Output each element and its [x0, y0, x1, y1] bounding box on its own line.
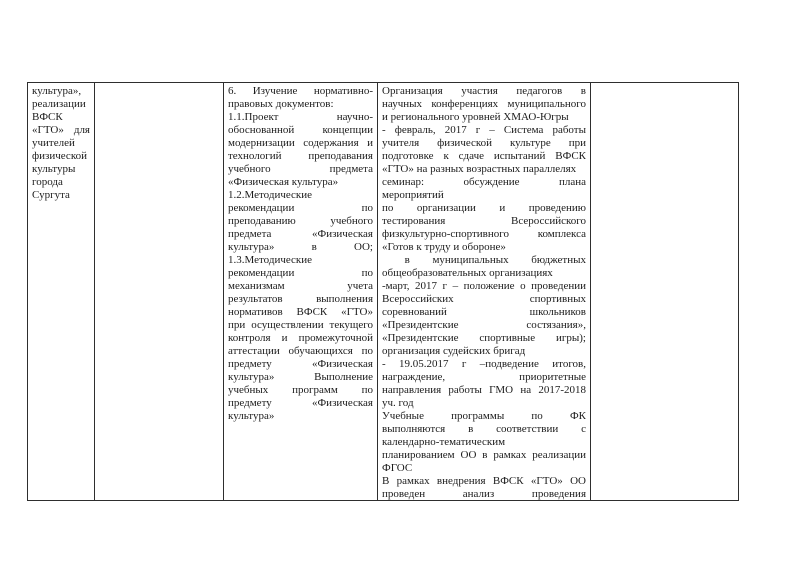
- text-line: культура» Выполнение: [228, 371, 373, 383]
- text-line: научных конференциях муниципального: [382, 98, 586, 110]
- text-line: организация судейских бригад: [382, 345, 526, 357]
- text-line: культура»: [228, 410, 275, 422]
- table-cell-documents: [223, 83, 377, 500]
- text-line: города: [32, 176, 63, 188]
- text-line: рекомендации по: [228, 202, 373, 214]
- text-line: реализации: [32, 98, 86, 110]
- text-line: выполняются в соответствии с: [382, 423, 586, 435]
- text-line: общеобразовательных организациях: [382, 267, 553, 279]
- text-line: Организация участия педагогов в: [382, 85, 586, 97]
- text-line: проведен анализ проведения: [382, 488, 586, 500]
- text-line: «Президентские состязания»,: [382, 319, 586, 331]
- text-line: 1.2.Методические: [228, 189, 313, 201]
- text-line: «Готов к труду и обороне»: [382, 241, 506, 253]
- text-line: технологий преподавания: [228, 150, 373, 162]
- text-line: «ГТО» для: [32, 124, 90, 136]
- text-line: учебных программ по: [228, 384, 373, 396]
- text-line: 6. Изучение нормативно-: [228, 85, 373, 97]
- text-line: - февраль, 2017 г – Система работы: [382, 124, 586, 136]
- text-line: планированием ОО в рамках реализации: [382, 449, 586, 461]
- text-line: учителей: [32, 137, 75, 149]
- text-line: в муниципальных бюджетных: [382, 254, 586, 266]
- text-line: В рамках внедрения ВФСК «ГТО» ОО: [382, 475, 586, 487]
- text-line: нормативов ВФСК «ГТО»: [228, 306, 373, 318]
- text-line: ВФСК: [32, 111, 63, 123]
- text-line: обоснованной концепции: [228, 124, 373, 136]
- text-line: учителя физической культуре при: [382, 137, 586, 149]
- text-line: механизмам учета: [228, 280, 373, 292]
- text-line: при осуществлении текущего: [228, 319, 373, 331]
- text-line: правовых документов:: [228, 98, 334, 110]
- text-line: -март, 2017 г – положение о проведении: [382, 280, 586, 292]
- text-line: культура»,: [32, 85, 82, 97]
- text-line: мероприятий: [382, 189, 444, 201]
- text-line: соревнований школьников: [382, 306, 586, 318]
- text-line: тестирования Всероссийского: [382, 215, 586, 227]
- table-cell-program-label: [28, 83, 94, 500]
- text-line: 1.1.Проект научно-: [228, 111, 373, 123]
- text-line: культура» в ОО;: [228, 241, 373, 253]
- text-line: Сургута: [32, 189, 70, 201]
- text-line: Всероссийских спортивных: [382, 293, 586, 305]
- text-line: «Президентские спортивные игры);: [382, 332, 586, 344]
- text-line: рекомендации по: [228, 267, 373, 279]
- text-line: Учебные программы по ФК: [382, 410, 586, 422]
- text-line: семинар: обсуждение плана: [382, 176, 586, 188]
- text-line: контроля и промежуточной: [228, 332, 373, 344]
- table-cell-activities: [377, 83, 590, 500]
- text-line: по организации и проведению: [382, 202, 586, 214]
- text-line: преподаванию учебного: [228, 215, 373, 227]
- text-line: аттестации обучающихся по: [228, 345, 373, 357]
- text-line: предмета «Физическая: [228, 228, 373, 240]
- text-line: модернизации содержания и: [228, 137, 373, 149]
- text-line: подготовке к сдаче испытаний ВФСК: [382, 150, 586, 162]
- text-line: результатов выполнения: [228, 293, 373, 305]
- text-line: учебного предмета: [228, 163, 373, 175]
- text-line: предмету «Физическая: [228, 397, 373, 409]
- text-line: уч. год: [382, 397, 414, 409]
- table-cell-empty-1: [94, 83, 223, 500]
- text-line: 1.3.Методические: [228, 254, 313, 266]
- text-line: физической: [32, 150, 87, 162]
- text-line: «Физическая культура»: [228, 176, 339, 188]
- text-line: ФГОС: [382, 462, 413, 474]
- text-line: направления работы ГМО на 2017-2018: [382, 384, 586, 396]
- text-line: физкультурно-спортивного комплекса: [382, 228, 586, 240]
- text-line: культуры: [32, 163, 76, 175]
- text-line: «ГТО» на разных возрастных параллелях: [382, 163, 577, 175]
- text-line: предмету «Физическая: [228, 358, 373, 370]
- text-line: календарно-тематическим: [382, 436, 506, 448]
- text-line: - 19.05.2017 г –подведение итогов,: [382, 358, 586, 370]
- table-cell-empty-2: [590, 83, 738, 500]
- text-line: и регионального уровней ХМАО-Югры: [382, 111, 569, 123]
- report-table: [27, 82, 739, 501]
- text-line: награждение, приоритетные: [382, 371, 586, 383]
